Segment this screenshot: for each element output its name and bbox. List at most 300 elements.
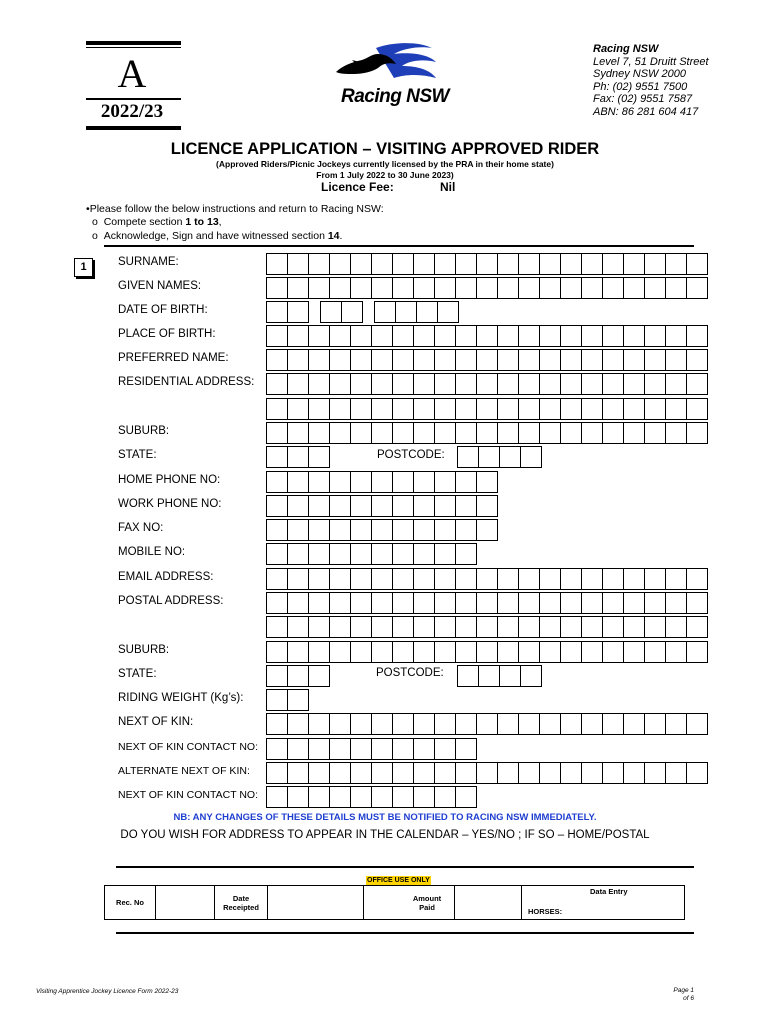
- postal-address-line-1-input[interactable]: [266, 592, 708, 613]
- fax-input[interactable]: [266, 519, 498, 540]
- postal-address-line-2-input[interactable]: [266, 616, 708, 637]
- character-box[interactable]: [455, 253, 477, 275]
- character-box[interactable]: [392, 592, 414, 614]
- character-box[interactable]: [476, 762, 498, 784]
- character-box[interactable]: [560, 422, 582, 444]
- character-box[interactable]: [350, 713, 372, 735]
- character-box[interactable]: [266, 398, 288, 420]
- character-box[interactable]: [329, 568, 351, 590]
- character-box[interactable]: [539, 398, 561, 420]
- character-box[interactable]: [539, 349, 561, 371]
- dob-day-input[interactable]: [266, 301, 309, 322]
- character-box[interactable]: [266, 471, 288, 493]
- character-box[interactable]: [644, 616, 666, 638]
- preferred-name-input[interactable]: [266, 349, 708, 370]
- character-box[interactable]: [287, 519, 309, 541]
- character-box[interactable]: [644, 253, 666, 275]
- character-box[interactable]: [623, 713, 645, 735]
- character-box[interactable]: [287, 568, 309, 590]
- character-box[interactable]: [266, 689, 288, 711]
- character-box[interactable]: [371, 519, 393, 541]
- character-box[interactable]: [371, 616, 393, 638]
- character-box[interactable]: [476, 713, 498, 735]
- character-box[interactable]: [623, 373, 645, 395]
- given-names-input[interactable]: [266, 277, 708, 298]
- character-box[interactable]: [371, 738, 393, 760]
- character-box[interactable]: [329, 713, 351, 735]
- character-box[interactable]: [287, 689, 309, 711]
- character-box[interactable]: [539, 592, 561, 614]
- character-box[interactable]: [602, 762, 624, 784]
- character-box[interactable]: [371, 543, 393, 565]
- character-box[interactable]: [287, 446, 309, 468]
- character-box[interactable]: [499, 665, 521, 687]
- character-box[interactable]: [308, 422, 330, 444]
- character-box[interactable]: [497, 398, 519, 420]
- character-box[interactable]: [266, 519, 288, 541]
- character-box[interactable]: [665, 616, 687, 638]
- character-box[interactable]: [623, 349, 645, 371]
- character-box[interactable]: [623, 568, 645, 590]
- character-box[interactable]: [478, 446, 500, 468]
- character-box[interactable]: [392, 373, 414, 395]
- character-box[interactable]: [455, 519, 477, 541]
- character-box[interactable]: [518, 373, 540, 395]
- character-box[interactable]: [665, 253, 687, 275]
- character-box[interactable]: [392, 738, 414, 760]
- character-box[interactable]: [392, 519, 414, 541]
- character-box[interactable]: [644, 398, 666, 420]
- character-box[interactable]: [560, 253, 582, 275]
- character-box[interactable]: [413, 325, 435, 347]
- character-box[interactable]: [560, 349, 582, 371]
- character-box[interactable]: [686, 641, 708, 663]
- character-box[interactable]: [455, 568, 477, 590]
- postcode-input[interactable]: [457, 446, 542, 467]
- character-box[interactable]: [581, 568, 603, 590]
- character-box[interactable]: [266, 373, 288, 395]
- character-box[interactable]: [644, 373, 666, 395]
- character-box[interactable]: [686, 616, 708, 638]
- character-box[interactable]: [476, 373, 498, 395]
- character-box[interactable]: [329, 325, 351, 347]
- character-box[interactable]: [686, 713, 708, 735]
- character-box[interactable]: [266, 592, 288, 614]
- character-box[interactable]: [455, 641, 477, 663]
- character-box[interactable]: [287, 543, 309, 565]
- character-box[interactable]: [350, 253, 372, 275]
- character-box[interactable]: [602, 616, 624, 638]
- character-box[interactable]: [476, 592, 498, 614]
- character-box[interactable]: [371, 349, 393, 371]
- character-box[interactable]: [434, 349, 456, 371]
- character-box[interactable]: [560, 277, 582, 299]
- character-box[interactable]: [308, 762, 330, 784]
- character-box[interactable]: [560, 616, 582, 638]
- character-box[interactable]: [644, 349, 666, 371]
- character-box[interactable]: [644, 713, 666, 735]
- character-box[interactable]: [413, 592, 435, 614]
- character-box[interactable]: [455, 471, 477, 493]
- character-box[interactable]: [266, 325, 288, 347]
- character-box[interactable]: [371, 762, 393, 784]
- character-box[interactable]: [287, 616, 309, 638]
- character-box[interactable]: [371, 325, 393, 347]
- character-box[interactable]: [434, 471, 456, 493]
- character-box[interactable]: [329, 253, 351, 275]
- character-box[interactable]: [602, 641, 624, 663]
- character-box[interactable]: [686, 398, 708, 420]
- character-box[interactable]: [539, 422, 561, 444]
- email-input[interactable]: [266, 568, 708, 589]
- character-box[interactable]: [329, 422, 351, 444]
- character-box[interactable]: [602, 422, 624, 444]
- character-box[interactable]: [602, 277, 624, 299]
- character-box[interactable]: [434, 592, 456, 614]
- character-box[interactable]: [350, 786, 372, 808]
- character-box[interactable]: [329, 738, 351, 760]
- character-box[interactable]: [266, 665, 288, 687]
- character-box[interactable]: [308, 398, 330, 420]
- character-box[interactable]: [455, 713, 477, 735]
- character-box[interactable]: [392, 543, 414, 565]
- character-box[interactable]: [644, 277, 666, 299]
- character-box[interactable]: [518, 253, 540, 275]
- character-box[interactable]: [497, 422, 519, 444]
- character-box[interactable]: [455, 398, 477, 420]
- character-box[interactable]: [623, 616, 645, 638]
- character-box[interactable]: [602, 373, 624, 395]
- character-box[interactable]: [581, 713, 603, 735]
- character-box[interactable]: [350, 616, 372, 638]
- character-box[interactable]: [350, 349, 372, 371]
- residential-address-line-2-input[interactable]: [266, 398, 708, 419]
- character-box[interactable]: [686, 373, 708, 395]
- character-box[interactable]: [581, 349, 603, 371]
- next-of-kin-contact-2-input[interactable]: [266, 786, 477, 807]
- character-box[interactable]: [455, 373, 477, 395]
- character-box[interactable]: [434, 641, 456, 663]
- character-box[interactable]: [434, 422, 456, 444]
- home-phone-input[interactable]: [266, 471, 498, 492]
- character-box[interactable]: [623, 277, 645, 299]
- character-box[interactable]: [434, 786, 456, 808]
- character-box[interactable]: [560, 373, 582, 395]
- character-box[interactable]: [266, 543, 288, 565]
- character-box[interactable]: [266, 713, 288, 735]
- character-box[interactable]: [581, 325, 603, 347]
- character-box[interactable]: [308, 592, 330, 614]
- character-box[interactable]: [308, 616, 330, 638]
- character-box[interactable]: [392, 616, 414, 638]
- character-box[interactable]: [266, 301, 288, 323]
- character-box[interactable]: [455, 349, 477, 371]
- character-box[interactable]: [413, 253, 435, 275]
- character-box[interactable]: [266, 349, 288, 371]
- character-box[interactable]: [350, 641, 372, 663]
- character-box[interactable]: [665, 277, 687, 299]
- character-box[interactable]: [287, 738, 309, 760]
- character-box[interactable]: [455, 786, 477, 808]
- character-box[interactable]: [350, 568, 372, 590]
- character-box[interactable]: [413, 641, 435, 663]
- character-box[interactable]: [266, 738, 288, 760]
- character-box[interactable]: [308, 641, 330, 663]
- character-box[interactable]: [560, 641, 582, 663]
- character-box[interactable]: [686, 762, 708, 784]
- character-box[interactable]: [665, 325, 687, 347]
- character-box[interactable]: [455, 325, 477, 347]
- character-box[interactable]: [437, 301, 459, 323]
- character-box[interactable]: [665, 762, 687, 784]
- character-box[interactable]: [392, 277, 414, 299]
- character-box[interactable]: [665, 713, 687, 735]
- character-box[interactable]: [329, 373, 351, 395]
- character-box[interactable]: [518, 349, 540, 371]
- character-box[interactable]: [374, 301, 396, 323]
- character-box[interactable]: [434, 738, 456, 760]
- character-box[interactable]: [350, 471, 372, 493]
- character-box[interactable]: [308, 325, 330, 347]
- character-box[interactable]: [392, 568, 414, 590]
- character-box[interactable]: [665, 398, 687, 420]
- character-box[interactable]: [644, 762, 666, 784]
- character-box[interactable]: [602, 349, 624, 371]
- character-box[interactable]: [434, 762, 456, 784]
- character-box[interactable]: [560, 398, 582, 420]
- character-box[interactable]: [266, 568, 288, 590]
- postcode-2-input[interactable]: [457, 665, 542, 686]
- character-box[interactable]: [497, 616, 519, 638]
- character-box[interactable]: [434, 495, 456, 517]
- character-box[interactable]: [371, 641, 393, 663]
- character-box[interactable]: [518, 325, 540, 347]
- character-box[interactable]: [434, 398, 456, 420]
- character-box[interactable]: [329, 471, 351, 493]
- character-box[interactable]: [455, 592, 477, 614]
- character-box[interactable]: [350, 277, 372, 299]
- character-box[interactable]: [644, 641, 666, 663]
- character-box[interactable]: [287, 641, 309, 663]
- alternate-next-of-kin-input[interactable]: [266, 762, 708, 783]
- character-box[interactable]: [434, 373, 456, 395]
- next-of-kin-contact-input[interactable]: [266, 738, 477, 759]
- character-box[interactable]: [308, 568, 330, 590]
- character-box[interactable]: [602, 592, 624, 614]
- character-box[interactable]: [686, 349, 708, 371]
- place-of-birth-input[interactable]: [266, 325, 708, 346]
- character-box[interactable]: [499, 446, 521, 468]
- character-box[interactable]: [308, 495, 330, 517]
- character-box[interactable]: [350, 519, 372, 541]
- character-box[interactable]: [602, 568, 624, 590]
- character-box[interactable]: [455, 738, 477, 760]
- character-box[interactable]: [602, 398, 624, 420]
- character-box[interactable]: [539, 762, 561, 784]
- residential-address-line-1-input[interactable]: [266, 373, 708, 394]
- character-box[interactable]: [329, 495, 351, 517]
- character-box[interactable]: [644, 592, 666, 614]
- character-box[interactable]: [539, 373, 561, 395]
- character-box[interactable]: [413, 738, 435, 760]
- character-box[interactable]: [413, 373, 435, 395]
- character-box[interactable]: [308, 713, 330, 735]
- character-box[interactable]: [308, 277, 330, 299]
- character-box[interactable]: [623, 762, 645, 784]
- character-box[interactable]: [623, 641, 645, 663]
- character-box[interactable]: [329, 762, 351, 784]
- character-box[interactable]: [287, 495, 309, 517]
- character-box[interactable]: [539, 277, 561, 299]
- character-box[interactable]: [287, 422, 309, 444]
- state-2-input[interactable]: [266, 665, 330, 686]
- character-box[interactable]: [371, 568, 393, 590]
- character-box[interactable]: [329, 786, 351, 808]
- character-box[interactable]: [392, 422, 414, 444]
- character-box[interactable]: [455, 616, 477, 638]
- character-box[interactable]: [413, 786, 435, 808]
- character-box[interactable]: [497, 325, 519, 347]
- character-box[interactable]: [581, 592, 603, 614]
- character-box[interactable]: [308, 519, 330, 541]
- character-box[interactable]: [539, 253, 561, 275]
- character-box[interactable]: [320, 301, 342, 323]
- character-box[interactable]: [581, 398, 603, 420]
- character-box[interactable]: [497, 762, 519, 784]
- character-box[interactable]: [341, 301, 363, 323]
- character-box[interactable]: [308, 253, 330, 275]
- character-box[interactable]: [266, 641, 288, 663]
- character-box[interactable]: [266, 616, 288, 638]
- character-box[interactable]: [455, 543, 477, 565]
- character-box[interactable]: [371, 422, 393, 444]
- suburb-input[interactable]: [266, 422, 708, 443]
- character-box[interactable]: [392, 641, 414, 663]
- character-box[interactable]: [539, 325, 561, 347]
- character-box[interactable]: [413, 762, 435, 784]
- character-box[interactable]: [539, 616, 561, 638]
- character-box[interactable]: [392, 325, 414, 347]
- character-box[interactable]: [287, 786, 309, 808]
- character-box[interactable]: [392, 786, 414, 808]
- character-box[interactable]: [518, 713, 540, 735]
- character-box[interactable]: [497, 373, 519, 395]
- character-box[interactable]: [476, 616, 498, 638]
- character-box[interactable]: [602, 325, 624, 347]
- character-box[interactable]: [350, 738, 372, 760]
- character-box[interactable]: [455, 762, 477, 784]
- character-box[interactable]: [287, 253, 309, 275]
- character-box[interactable]: [539, 568, 561, 590]
- character-box[interactable]: [518, 592, 540, 614]
- character-box[interactable]: [308, 665, 330, 687]
- character-box[interactable]: [371, 713, 393, 735]
- character-box[interactable]: [478, 665, 500, 687]
- character-box[interactable]: [581, 373, 603, 395]
- character-box[interactable]: [329, 543, 351, 565]
- character-box[interactable]: [457, 446, 479, 468]
- character-box[interactable]: [623, 398, 645, 420]
- character-box[interactable]: [413, 616, 435, 638]
- character-box[interactable]: [560, 762, 582, 784]
- character-box[interactable]: [476, 641, 498, 663]
- character-box[interactable]: [287, 471, 309, 493]
- character-box[interactable]: [518, 422, 540, 444]
- character-box[interactable]: [560, 592, 582, 614]
- work-phone-input[interactable]: [266, 495, 498, 516]
- character-box[interactable]: [329, 519, 351, 541]
- character-box[interactable]: [371, 495, 393, 517]
- character-box[interactable]: [476, 253, 498, 275]
- character-box[interactable]: [371, 398, 393, 420]
- character-box[interactable]: [476, 471, 498, 493]
- character-box[interactable]: [644, 568, 666, 590]
- character-box[interactable]: [518, 616, 540, 638]
- character-box[interactable]: [623, 325, 645, 347]
- character-box[interactable]: [434, 253, 456, 275]
- character-box[interactable]: [644, 422, 666, 444]
- character-box[interactable]: [665, 641, 687, 663]
- surname-input[interactable]: [266, 253, 708, 274]
- suburb-2-input[interactable]: [266, 641, 708, 662]
- character-box[interactable]: [434, 616, 456, 638]
- character-box[interactable]: [392, 471, 414, 493]
- character-box[interactable]: [518, 277, 540, 299]
- character-box[interactable]: [434, 543, 456, 565]
- character-box[interactable]: [581, 762, 603, 784]
- character-box[interactable]: [392, 398, 414, 420]
- character-box[interactable]: [392, 349, 414, 371]
- character-box[interactable]: [497, 568, 519, 590]
- state-input[interactable]: [266, 446, 330, 467]
- character-box[interactable]: [413, 543, 435, 565]
- character-box[interactable]: [413, 398, 435, 420]
- character-box[interactable]: [434, 325, 456, 347]
- character-box[interactable]: [350, 373, 372, 395]
- character-box[interactable]: [686, 568, 708, 590]
- character-box[interactable]: [350, 422, 372, 444]
- character-box[interactable]: [371, 471, 393, 493]
- character-box[interactable]: [476, 568, 498, 590]
- character-box[interactable]: [686, 325, 708, 347]
- character-box[interactable]: [266, 446, 288, 468]
- character-box[interactable]: [308, 471, 330, 493]
- character-box[interactable]: [350, 762, 372, 784]
- character-box[interactable]: [329, 349, 351, 371]
- character-box[interactable]: [665, 592, 687, 614]
- character-box[interactable]: [287, 592, 309, 614]
- character-box[interactable]: [392, 762, 414, 784]
- character-box[interactable]: [560, 325, 582, 347]
- character-box[interactable]: [497, 713, 519, 735]
- character-box[interactable]: [476, 398, 498, 420]
- character-box[interactable]: [287, 349, 309, 371]
- character-box[interactable]: [665, 568, 687, 590]
- character-box[interactable]: [497, 277, 519, 299]
- character-box[interactable]: [623, 253, 645, 275]
- character-box[interactable]: [329, 616, 351, 638]
- character-box[interactable]: [434, 568, 456, 590]
- character-box[interactable]: [371, 253, 393, 275]
- character-box[interactable]: [329, 592, 351, 614]
- character-box[interactable]: [665, 373, 687, 395]
- character-box[interactable]: [497, 592, 519, 614]
- character-box[interactable]: [686, 422, 708, 444]
- character-box[interactable]: [581, 422, 603, 444]
- character-box[interactable]: [476, 277, 498, 299]
- character-box[interactable]: [266, 495, 288, 517]
- character-box[interactable]: [308, 446, 330, 468]
